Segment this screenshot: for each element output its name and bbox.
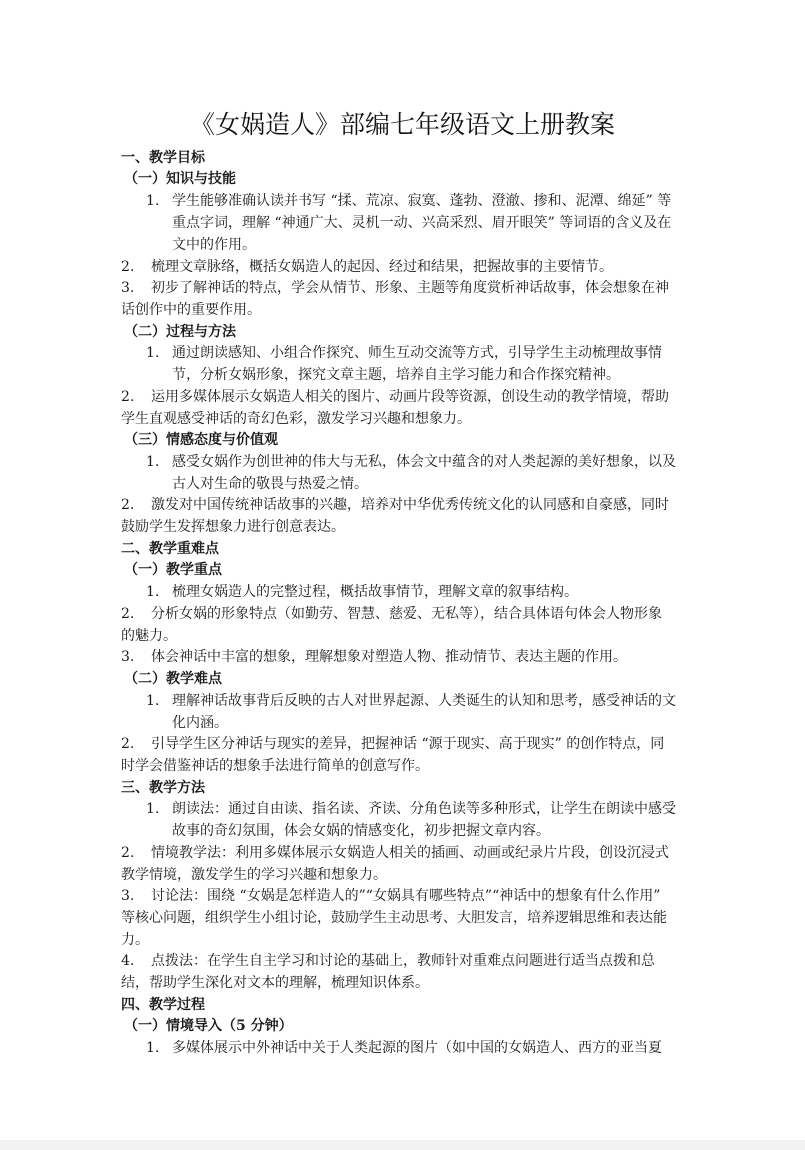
list-item-text: 话创作中的重要作用。 (121, 302, 261, 318)
section-heading-process: 四、教学过程 (121, 997, 205, 1013)
list-item-text: 通过朗读感知、小组合作探究、师生互动交流等方式，引导学生主动梳理故事情 (172, 345, 662, 361)
list-number: 1. (146, 584, 160, 600)
list-number: 4. (121, 953, 135, 969)
list-item-text: 结，帮助学生深化对文本的理解，梳理知识体系。 (121, 975, 429, 991)
list-item-text: 力。 (121, 932, 149, 948)
list-item-text: 激发对中国传统神话故事的兴趣，培养对中华优秀传统文化的认同感和自豪感，同时 (151, 497, 669, 513)
list-item-text: 学生能够准确认读并书写 “揉、荒凉、寂寞、蓬勃、澄澈、掺和、泥潭、绵延” 等 (172, 193, 672, 209)
list-item-text: 引导学生区分神话与现实的差异，把握神话 “源于现实、高于现实” 的创作特点，同 (151, 736, 665, 752)
list-number: 2. (121, 497, 135, 513)
subheading-teaching-focus: （一）教学重点 (124, 562, 222, 578)
list-item-text: 古人对生命的敬畏与热爱之情。 (172, 476, 368, 492)
page-title: 《女娲造人》部编七年级语文上册教案 (189, 110, 615, 139)
list-item-text: 文中的作用。 (172, 237, 256, 253)
list-number: 3. (121, 280, 135, 296)
list-item-text: 体会神话中丰富的想象，理解想象对塑造人物、推动情节、表达主题的作用。 (151, 649, 627, 665)
list-item-text: 等核心问题，组织学生小组讨论，鼓励学生主动思考、大胆发言，培养逻辑思维和表达能 (121, 910, 667, 926)
subheading-values: （三）情感态度与价值观 (124, 432, 278, 448)
list-item-text: 梳理女娲造人的完整过程，概括故事情节，理解文章的叙事结构。 (172, 584, 578, 600)
list-item-text: 分析女娲的形象特点（如勤劳、智慧、慈爱、无私等），结合具体语句体会人物形象 (151, 606, 662, 622)
list-item-text: 教学情境，激发学生的学习兴趣和想象力。 (121, 867, 387, 883)
section-heading-key-points: 二、教学重难点 (121, 541, 219, 557)
list-item-text: 化内涵。 (172, 715, 228, 731)
list-item-text: 讨论法：围绕 “女娲是怎样造人的”“女娲具有哪些特点”“神话中的想象有什么作用” (151, 888, 661, 904)
section-heading-methods: 三、教学方法 (121, 780, 205, 796)
list-item-text: 感受女娲作为创世神的伟大与无私，体会文中蕴含的对人类起源的美好想象，以及 (172, 454, 676, 470)
list-number: 2. (121, 606, 135, 622)
list-item-text: 朗读法：通过自由读、指名读、齐读、分角色读等多种形式，让学生在朗读中感受 (172, 801, 676, 817)
list-number: 1. (146, 1040, 160, 1056)
list-number: 2. (121, 389, 135, 405)
list-number: 2. (121, 845, 135, 861)
list-number: 1. (146, 454, 160, 470)
list-item-text: 鼓励学生发挥想象力进行创意表达。 (121, 519, 345, 535)
list-number: 3. (121, 649, 135, 665)
list-item-text: 点拨法：在学生自主学习和讨论的基础上，教师针对重难点问题进行适当点拨和总 (151, 953, 655, 969)
list-item-text: 学生直观感受神话的奇幻色彩，激发学习兴趣和想象力。 (121, 411, 471, 427)
list-item-text: 时学会借鉴神话的想象手法进行简单的创意写作。 (121, 758, 429, 774)
list-number: 1. (146, 345, 160, 361)
list-item-text: 故事的奇幻氛围，体会女娲的情感变化，初步把握文章内容。 (172, 823, 550, 839)
list-number: 1. (146, 801, 160, 817)
list-item-text: 多媒体展示中外神话中关于人类起源的图片（如中国的女娲造人、西方的亚当夏 (172, 1040, 662, 1056)
subheading-situational-intro: （一）情境导入（5 分钟） (124, 1018, 293, 1034)
subheading-knowledge-skills: （一）知识与技能 (124, 171, 236, 187)
list-number: 1. (146, 693, 160, 709)
list-number: 2. (121, 259, 135, 275)
list-number: 1. (146, 193, 160, 209)
list-item-text: 理解神话故事背后反映的古人对世界起源、人类诞生的认知和思考，感受神话的文 (172, 693, 676, 709)
list-item-text: 节，分析女娲形象，探究文章主题，培养自主学习能力和合作探究精神。 (172, 367, 620, 383)
section-heading-objectives: 一、教学目标 (121, 150, 205, 166)
list-number: 3. (121, 888, 135, 904)
list-item-text: 情境教学法：利用多媒体展示女娲造人相关的插画、动画或纪录片片段，创设沉浸式 (151, 845, 669, 861)
list-item-text: 重点字词，理解 “神通广大、灵机一动、兴高采烈、眉开眼笑” 等词语的含义及在 (172, 215, 672, 231)
list-item-text: 初步了解神话的特点，学会从情节、形象、主题等角度赏析神话故事，体会想象在神 (151, 280, 669, 296)
subheading-teaching-difficulty: （二）教学难点 (124, 671, 222, 687)
subheading-process-methods: （二）过程与方法 (124, 324, 236, 340)
list-item-text: 的魅力。 (121, 628, 177, 644)
list-item-text: 梳理文章脉络，概括女娲造人的起因、经过和结果，把握故事的主要情节。 (151, 259, 613, 275)
list-item-text: 运用多媒体展示女娲造人相关的图片、动画片段等资源，创设生动的教学情境，帮助 (151, 389, 669, 405)
page-bottom-margin (0, 1140, 805, 1150)
list-number: 2. (121, 736, 135, 752)
